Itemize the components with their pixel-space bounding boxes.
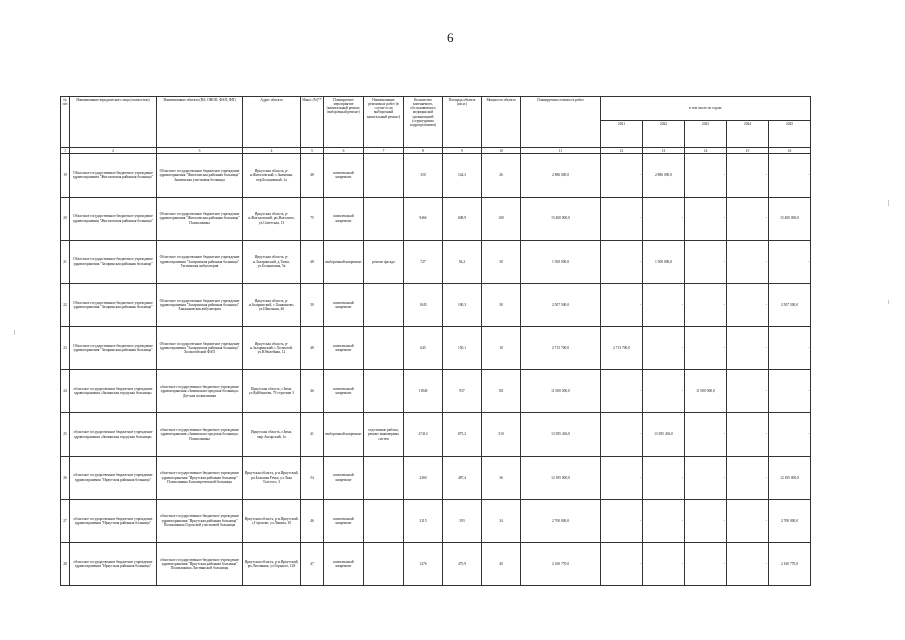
customer-name: Областное государственное бюджетное учреждение здравоохранения "Заларинская районная больница" xyxy=(70,240,157,283)
capital-repair-table xyxy=(60,96,811,586)
header-planned-event: Планируемое мероприятие (капитальный ремонт, выборочный ремонт) xyxy=(324,97,364,148)
table-row xyxy=(61,283,811,326)
repair-name xyxy=(364,154,404,197)
planned-event: комплексный капремонт xyxy=(324,283,364,326)
year-2021-cost: - xyxy=(601,154,643,197)
object-area: 875,2 xyxy=(443,413,482,456)
planned-cost: 12 185 000,0 xyxy=(521,456,601,499)
planned-event: комплексный капремонт xyxy=(324,327,364,370)
row-number: 26 xyxy=(61,456,70,499)
wear-percent: 48 xyxy=(301,327,324,370)
equipment-count: 9466 xyxy=(404,197,443,240)
row-number: 28 xyxy=(61,543,70,586)
object-address: Иркутская область, р-н.Заларинский, д.Тагна, ул.Больничная, 5а xyxy=(243,240,301,283)
customer-name: областное государственное бюджетное учреждение здравоохранения "Иркутская районная больница" xyxy=(70,499,157,542)
year-2025-cost: - xyxy=(769,413,811,456)
year-2021-cost: - xyxy=(601,413,643,456)
object-name: областное государственное бюджетное учреждение здравоохранения "Иркутская районная больница" Поликлиника Горохской участковой больницы xyxy=(157,499,243,542)
object-capacity: 101 xyxy=(482,370,521,413)
year-2021-cost: - xyxy=(601,197,643,240)
object-capacity: 30 xyxy=(482,283,521,326)
equipment-count: 727 xyxy=(404,240,443,283)
year-2023-cost: - xyxy=(685,240,727,283)
year-2024-cost: - xyxy=(727,543,769,586)
year-2021-cost: - xyxy=(601,456,643,499)
object-capacity: 26 xyxy=(482,154,521,197)
object-area: 144,3 xyxy=(443,154,482,197)
customer-name: областное государственное бюджетное учреждение здравоохранения "Иркутская районная больница" xyxy=(70,456,157,499)
customer-name: областное государственное бюджетное учреждение здравоохранения «Зиминская городская больница» xyxy=(70,370,157,413)
scan-mark xyxy=(888,300,889,304)
wear-percent: 75 xyxy=(301,197,324,240)
equipment-count: 11840 xyxy=(404,370,443,413)
planned-cost: 2 886 000,0 xyxy=(521,154,601,197)
year-2025-cost: 2 160 770,0 xyxy=(769,543,811,586)
column-number: 6 xyxy=(324,148,364,154)
table-row xyxy=(61,413,811,456)
object-capacity: 40 xyxy=(482,543,521,586)
planned-event: выборочный капремонт xyxy=(324,240,364,283)
column-number: 5 xyxy=(301,148,324,154)
year-2022-cost: - xyxy=(643,499,685,542)
header-object: Наименование объекта (ВА, ОВОП, ФАП, ФП) xyxy=(157,97,243,148)
table-row xyxy=(61,154,811,197)
column-number: 9 xyxy=(443,148,482,154)
planned-event: комплексный капремонт xyxy=(324,499,364,542)
year-2022-cost: - xyxy=(643,370,685,413)
year-2025-cost: 12 185 000,0 xyxy=(769,456,811,499)
year-2021-cost: - xyxy=(601,499,643,542)
object-address: Иркутская область, р-н.Жигаловский, рп.Жигалово, ул.Советская, 13 xyxy=(243,197,301,240)
header-repair-name: Наименование ремонтных работ (в случае если выборочный капитальный ремонт) xyxy=(364,97,404,148)
repair-name xyxy=(364,283,404,326)
table-row xyxy=(61,240,811,283)
header-year: 2024 xyxy=(727,121,769,148)
planned-cost: 11 000 000,0 xyxy=(521,370,601,413)
repair-name xyxy=(364,543,404,586)
object-name: областное государственное бюджетное учреждение здравоохранения "Иркутская районная больница" Поликлиника Листвянской больницы xyxy=(157,543,243,586)
column-number: 3 xyxy=(157,148,243,154)
wear-percent: 46 xyxy=(301,499,324,542)
object-name: Областное государственное бюджетное учреждение здравоохранения "Заларинская районная больница" Ханжиновская амбулатория xyxy=(157,283,243,326)
header-year: 2023 xyxy=(685,121,727,148)
planned-event: комплексный капремонт xyxy=(324,543,364,586)
planned-cost: 15 400 000,0 xyxy=(521,197,601,240)
planned-event: комплексный капремонт xyxy=(324,154,364,197)
planned-event: комплексный капремонт xyxy=(324,197,364,240)
planned-cost: 2 700 000,0 xyxy=(521,499,601,542)
planned-event: комплексный капремонт xyxy=(324,370,364,413)
year-2022-cost: - xyxy=(643,456,685,499)
column-number: 10 xyxy=(482,148,521,154)
object-area: 475,9 xyxy=(443,543,482,586)
year-2023-cost: 11 000 000,0 xyxy=(685,370,727,413)
column-number: 16 xyxy=(769,148,811,154)
wear-percent: 46 xyxy=(301,370,324,413)
year-2023-cost: - xyxy=(685,499,727,542)
repair-name: отделочные работы, ремонт инженерных систем xyxy=(364,413,404,456)
object-area: 608,9 xyxy=(443,197,482,240)
header-address: Адрес объекта xyxy=(243,97,301,148)
year-2023-cost: - xyxy=(685,543,727,586)
customer-name: Областное государственное бюджетное учреждение здравоохранения "Заларинская районная больница" xyxy=(70,327,157,370)
year-2022-cost: 1 500 000,0 xyxy=(643,240,685,283)
object-capacity: 310 xyxy=(482,413,521,456)
object-capacity: 10 xyxy=(482,327,521,370)
row-number: 23 xyxy=(61,327,70,370)
year-2023-cost: - xyxy=(685,283,727,326)
column-number: 12 xyxy=(601,148,643,154)
year-2022-cost: - xyxy=(643,327,685,370)
year-2023-cost: - xyxy=(685,197,727,240)
column-number: 2 xyxy=(70,148,157,154)
object-area: 100,3 xyxy=(443,283,482,326)
object-address: Иркутская область, р-н.Иркутский, рп.Листвянка, ул.Горького, 128 xyxy=(243,543,301,586)
object-name: областное государственное бюджетное учреждение здравоохранения «Зиминская городская больница» Детская поликлиника xyxy=(157,370,243,413)
header-year: 2022 xyxy=(643,121,685,148)
row-number: 19 xyxy=(61,154,70,197)
year-2025-cost: - xyxy=(769,240,811,283)
year-2023-cost: - xyxy=(685,327,727,370)
object-area: 393 xyxy=(443,499,482,542)
table-row xyxy=(61,499,811,542)
column-number: 7 xyxy=(364,148,404,154)
year-2024-cost: - xyxy=(727,327,769,370)
wear-percent: 50 xyxy=(301,283,324,326)
object-area: 150,1 xyxy=(443,327,482,370)
wear-percent: 48 xyxy=(301,154,324,197)
object-capacity: 100 xyxy=(482,197,521,240)
object-area: 487,4 xyxy=(443,456,482,499)
header-wear: Износ (%)** xyxy=(301,97,324,148)
year-2024-cost: - xyxy=(727,283,769,326)
object-capacity: 36 xyxy=(482,456,521,499)
row-number: 27 xyxy=(61,499,70,542)
year-2025-cost: - xyxy=(769,154,811,197)
object-capacity: 34 xyxy=(482,499,521,542)
table-row xyxy=(61,197,811,240)
year-2024-cost: - xyxy=(727,197,769,240)
object-address: Иркутская область, р-н.Жигаловский, с.Знаменка, пер.Больничный, 1а xyxy=(243,154,301,197)
column-number: 13 xyxy=(643,148,685,154)
header-cost: Планируемая стоимость работ xyxy=(521,97,601,148)
year-2025-cost: 2 507 500,0 xyxy=(769,283,811,326)
scan-mark xyxy=(14,330,15,335)
wear-percent: 54 xyxy=(301,456,324,499)
year-2021-cost: - xyxy=(601,240,643,283)
object-address: Иркутская область, г.Зима, мкр.Ангарский, 1а xyxy=(243,413,301,456)
year-2024-cost: - xyxy=(727,154,769,197)
planned-cost: 1 500 000,0 xyxy=(521,240,601,283)
customer-name: областное государственное бюджетное учреждение здравоохранения «Зиминская городская больница» xyxy=(70,413,157,456)
table-row xyxy=(61,370,811,413)
year-2024-cost: - xyxy=(727,240,769,283)
page-number: 6 xyxy=(447,30,454,45)
object-address: Иркутская область, р-н.Заларинский, с.Ханжиново, ул.Школьная, 46 xyxy=(243,283,301,326)
equipment-count: 645 xyxy=(404,327,443,370)
scan-mark xyxy=(888,200,889,206)
year-2022-cost: 13 385 436,0 xyxy=(643,413,685,456)
equipment-count: 2260 xyxy=(404,456,443,499)
equipment-count: 27414 xyxy=(404,413,443,456)
year-2021-cost: - xyxy=(601,283,643,326)
year-2024-cost: - xyxy=(727,456,769,499)
year-2023-cost: - xyxy=(685,456,727,499)
customer-name: Областное государственное бюджетное учреждение здравоохранения "Жигаловская районная больница" xyxy=(70,197,157,240)
header-area: Площадь объекта (кв.м.) xyxy=(443,97,482,148)
row-number: 24 xyxy=(61,370,70,413)
header-customer: Наименование юридического лица (полностью) xyxy=(70,97,157,148)
repair-name: ремонт фасада xyxy=(364,240,404,283)
customer-name: Областное государственное бюджетное учреждение здравоохранения "Заларинская районная больница" xyxy=(70,283,157,326)
object-name: Областное государственное бюджетное учреждение здравоохранения "Жигаловская районная больница" Знаменская участковая больница xyxy=(157,154,243,197)
year-2025-cost: - xyxy=(769,327,811,370)
column-number: 1 xyxy=(61,148,70,154)
repair-name xyxy=(364,327,404,370)
header-year: 2025 xyxy=(769,121,811,148)
table-row xyxy=(61,543,811,586)
year-2021-cost: - xyxy=(601,370,643,413)
year-2022-cost: - xyxy=(643,197,685,240)
object-name: Областное государственное бюджетное учреждение здравоохранения "Заларинская районная больница" Холмогойский ФАП xyxy=(157,327,243,370)
object-address: Иркутская область, р-н.Заларинский, с.Холмогой, ул.Юбилейная, 12 xyxy=(243,327,301,370)
row-number: 21 xyxy=(61,240,70,283)
year-2022-cost: 2 886 000,0 xyxy=(643,154,685,197)
column-number: 15 xyxy=(727,148,769,154)
table-row xyxy=(61,327,811,370)
year-2022-cost: - xyxy=(643,543,685,586)
object-name: областное государственное бюджетное учреждение здравоохранения «Зиминская городская больница» Поликлиника xyxy=(157,413,243,456)
customer-name: областное государственное бюджетное учреждение здравоохранения "Иркутская районная больница" xyxy=(70,543,157,586)
year-2023-cost: - xyxy=(685,154,727,197)
equipment-count: 350 xyxy=(404,154,443,197)
planned-cost: 2 160 770,0 xyxy=(521,543,601,586)
column-number: 11 xyxy=(521,148,601,154)
year-2024-cost: - xyxy=(727,499,769,542)
planned-event: выборочный капремонт xyxy=(324,413,364,456)
year-2024-cost: - xyxy=(727,370,769,413)
repair-name xyxy=(364,499,404,542)
header-by-years: в том числе по годам: xyxy=(601,97,811,121)
object-name: Областное государственное бюджетное учреждение здравоохранения "Заларинская районная больница" Тагнинская амбулатория xyxy=(157,240,243,283)
planned-cost: 13 385 436,0 xyxy=(521,413,601,456)
column-number: 4 xyxy=(243,148,301,154)
repair-name xyxy=(364,456,404,499)
object-address: Иркутская область, р-н.Иркутский, с.Горохово, ул.Ленина, 10 xyxy=(243,499,301,542)
equipment-count: 1045 xyxy=(404,283,443,326)
row-number: 25 xyxy=(61,413,70,456)
row-number: 22 xyxy=(61,283,70,326)
object-name: Областное государственное бюджетное учреждение здравоохранения "Жигаловская районная больница" Поликлиника xyxy=(157,197,243,240)
wear-percent: 47 xyxy=(301,543,324,586)
equipment-count: 1276 xyxy=(404,543,443,586)
header-year: 2021 xyxy=(601,121,643,148)
table-body xyxy=(61,154,811,586)
object-address: Иркутская область, р-н.Иркутский, рп.Большая Речка, ул.Льва Толстого, 3 xyxy=(243,456,301,499)
object-area: 937 xyxy=(443,370,482,413)
year-2022-cost: - xyxy=(643,283,685,326)
year-2025-cost: - xyxy=(769,370,811,413)
column-number: 8 xyxy=(404,148,443,154)
planned-cost: 2 507 500,0 xyxy=(521,283,601,326)
year-2021-cost: 2 713 700,0 xyxy=(601,327,643,370)
object-name: областное государственное бюджетное учреждение здравоохранения "Иркутская районная больница" Поликлиника Большереченской больницы xyxy=(157,456,243,499)
column-number: 14 xyxy=(685,148,727,154)
year-2025-cost: 15 400 000,0 xyxy=(769,197,811,240)
table-row xyxy=(61,456,811,499)
year-2021-cost: - xyxy=(601,543,643,586)
year-2025-cost: 2 700 000,0 xyxy=(769,499,811,542)
object-address: Иркутская область, г.Зима, ул.Куйбышева, 79 строение 3 xyxy=(243,370,301,413)
wear-percent: 41 xyxy=(301,413,324,456)
header-equipment: Количество заменяемого, обслуживаемого медицинской организацией (структурным подразделением) xyxy=(404,97,443,148)
planned-event: комплексный капремонт xyxy=(324,456,364,499)
row-number: 20 xyxy=(61,197,70,240)
customer-name: Областное государственное бюджетное учреждение здравоохранения "Жигаловская районная больница" xyxy=(70,154,157,197)
wear-percent: 48 xyxy=(301,240,324,283)
year-2024-cost: - xyxy=(727,413,769,456)
planned-cost: 2 713 700,0 xyxy=(521,327,601,370)
object-area: 94,2 xyxy=(443,240,482,283)
year-2023-cost: - xyxy=(685,413,727,456)
header-no: № п/п xyxy=(61,97,70,148)
header-capacity: Мощность объекта xyxy=(482,97,521,148)
repair-name xyxy=(364,197,404,240)
object-capacity: 30 xyxy=(482,240,521,283)
repair-name xyxy=(364,370,404,413)
equipment-count: 2115 xyxy=(404,499,443,542)
